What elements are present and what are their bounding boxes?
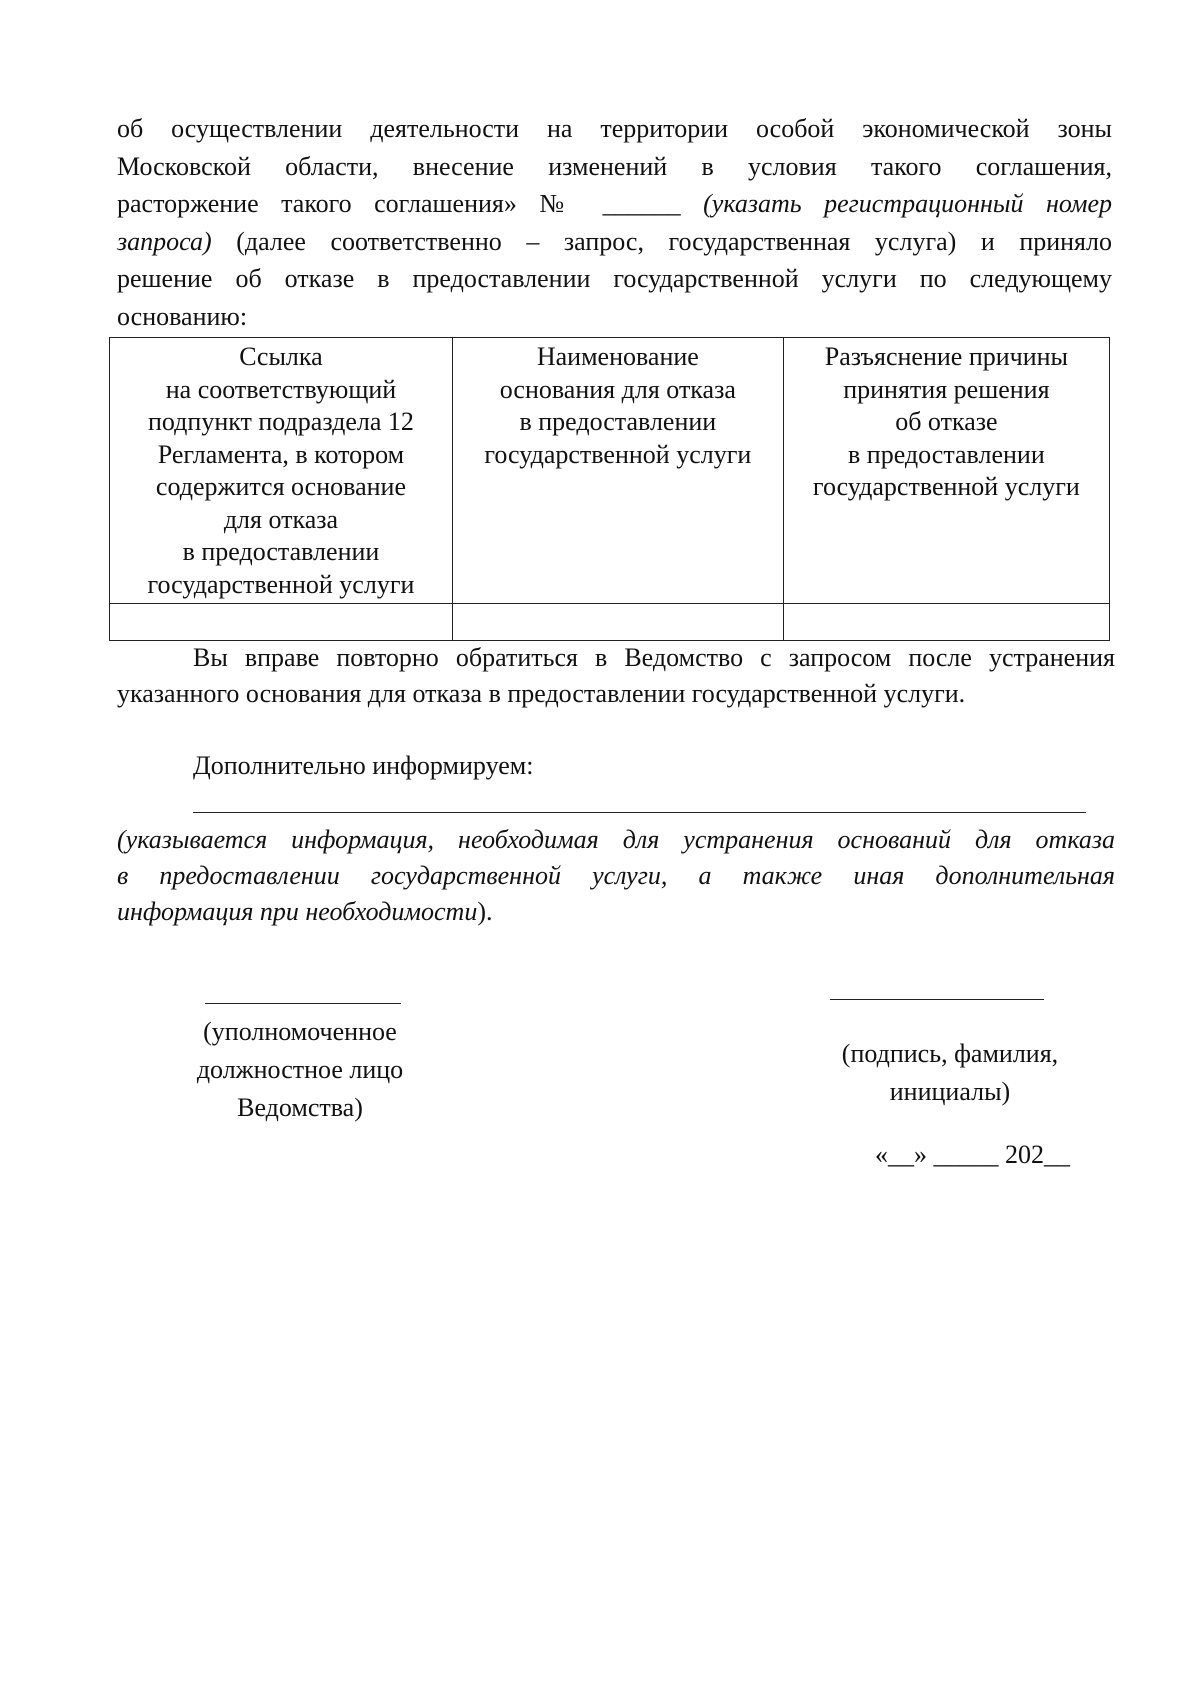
hint-line-3-close: ). [477,897,493,926]
table-header-row [110,338,1110,604]
intro-line-1: об осуществлении деятельности на территории особой экономической зоны [117,114,1112,143]
signature-line [830,999,1044,1000]
intro-line-3 [117,185,1112,223]
hint-line-2: в предоставлении государственной услуги, а также иная дополнительная [117,861,1115,890]
table-cell-reference [110,604,453,641]
intro-line-6: основанию: [117,301,248,331]
table-cell-explanation [783,604,1109,641]
reapply-paragraph [117,640,1115,712]
intro-line-4-italic: запроса) [117,226,212,256]
official-signature-line [205,1003,401,1004]
refusal-grounds-table [109,337,1110,641]
hint-line-3 [117,894,1115,930]
official-caption-line-2: должностное лицо [196,1055,404,1084]
intro-line-2: Московской области, внесение изменений в условия такого соглашения, [117,151,1112,181]
table-row [110,604,1110,641]
intro-paragraph [117,110,1112,335]
signature-caption-line-2: инициалы) [889,1077,1011,1106]
reapply-line-2: указанного основания для отказа в предоставлении государственной услуги. [117,679,966,708]
additional-info-label: Дополнительно информируем: [193,751,534,780]
official-caption-line-1: (уполномоченное [203,1017,397,1046]
reapply-line-1: Вы вправе повторно обратиться в Ведомство с запросом после устранения [193,643,1115,672]
intro-line-4 [117,223,1112,261]
official-caption [160,1013,440,1127]
table-header-explanation: Разъяснение причины принятия решения об отказе в предоставлении государственной услуги [783,338,1109,604]
intro-line-4-text: (далее соответственно – запрос, государственная услуга) и приняло [211,226,1112,256]
table-cell-ground-name [452,604,783,641]
additional-info-blank-line [193,812,1086,813]
additional-info-hint [117,822,1115,930]
intro-line-5: решение об отказе в предоставлении государственной услуги по следующему [117,264,1112,293]
intro-line-3-text: расторжение такого соглашения» № ______ [117,189,704,218]
signature-caption-line-1: (подпись, фамилия, [841,1039,1059,1068]
hint-line-3-italic: информация при необходимости [117,897,478,926]
official-caption-line-3: Ведомства) [237,1093,363,1122]
hint-line-1: (указывается информация, необходимая для устранения оснований для отказа [117,825,1115,854]
date-field: «__» _____ 202__ [875,1140,1070,1169]
intro-line-3-italic: (указать регистрационный номер [703,189,1112,218]
signature-caption [810,1035,1090,1111]
table-header-ground-name: Наименование основания для отказа в предоставлении государственной услуги [452,338,783,604]
table-header-reference: Ссылка на соответствующий подпункт подраздела 12 Регламента, в котором содержится основание для отказа в предоставлении государственной услуги [110,338,453,604]
